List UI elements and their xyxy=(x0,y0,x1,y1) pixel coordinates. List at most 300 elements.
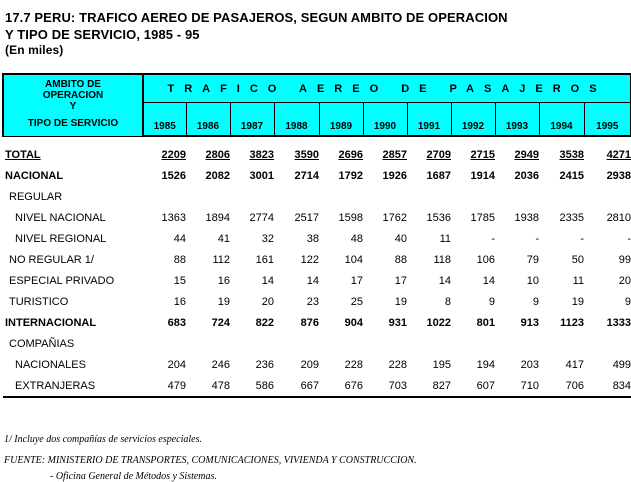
table-cell xyxy=(451,291,495,312)
header-ambito-line2: OPERACION xyxy=(42,90,104,101)
table-cell xyxy=(274,228,319,249)
cell-value: - xyxy=(491,232,495,245)
cell-value: 479 xyxy=(167,379,186,392)
table-cell xyxy=(274,270,319,291)
table-cell xyxy=(363,165,407,186)
table-cell xyxy=(143,333,186,354)
cell-value: 3538 xyxy=(559,148,584,161)
cell-value: 20 xyxy=(618,274,631,287)
cell-value: - xyxy=(627,232,631,245)
table-cell xyxy=(319,312,363,333)
cell-value: 228 xyxy=(388,358,407,371)
cell-value: 1914 xyxy=(470,169,495,182)
table-cell xyxy=(230,249,274,270)
cell-value: 40 xyxy=(394,232,407,245)
table-cell xyxy=(274,375,319,397)
cell-value: 99 xyxy=(618,253,631,266)
table-row xyxy=(3,165,631,186)
title-line-2: Y TIPO DE SERVICIO, 1985 - 95 xyxy=(5,27,200,42)
table-cell xyxy=(186,333,230,354)
row-label-text: NIVEL REGIONAL xyxy=(15,232,107,245)
table-cell xyxy=(319,333,363,354)
table-cell xyxy=(539,270,584,291)
row-label xyxy=(3,354,143,375)
cell-value: 499 xyxy=(612,358,631,371)
table-cell xyxy=(584,312,631,333)
table-title xyxy=(5,9,508,58)
table-cell xyxy=(274,291,319,312)
cell-value: 1687 xyxy=(426,169,451,182)
table-cell xyxy=(539,354,584,375)
table-cell xyxy=(230,165,274,186)
cell-value: 876 xyxy=(300,316,319,329)
year-header: 1994 xyxy=(539,103,584,137)
data-table xyxy=(2,73,631,398)
table-cell xyxy=(407,144,451,165)
table-cell xyxy=(584,228,631,249)
cell-value: 1894 xyxy=(205,211,230,224)
table-cell xyxy=(363,249,407,270)
table-row xyxy=(3,249,631,270)
table-cell xyxy=(143,312,186,333)
table-cell xyxy=(584,144,631,165)
cell-value: 203 xyxy=(520,358,539,371)
cell-value: 11 xyxy=(439,232,451,245)
table-cell xyxy=(407,186,451,207)
table-cell xyxy=(495,249,539,270)
table-cell xyxy=(407,312,451,333)
table-cell xyxy=(495,312,539,333)
year-header: 1995 xyxy=(584,103,631,137)
table-cell xyxy=(407,354,451,375)
cell-value: 2806 xyxy=(205,148,230,161)
table-cell xyxy=(186,354,230,375)
table-cell xyxy=(319,375,363,397)
table-cell xyxy=(363,228,407,249)
cell-value: 246 xyxy=(211,358,230,371)
table-cell xyxy=(407,270,451,291)
year-header: 1990 xyxy=(363,103,407,137)
table-row xyxy=(3,144,631,165)
cell-value: 1123 xyxy=(560,316,584,329)
cell-value: 14 xyxy=(482,274,495,287)
table-cell xyxy=(363,186,407,207)
table-cell xyxy=(539,144,584,165)
table-cell xyxy=(584,186,631,207)
table-cell xyxy=(274,144,319,165)
table-cell xyxy=(319,207,363,228)
table-cell xyxy=(495,165,539,186)
header-ambito-line3: Y xyxy=(69,101,77,112)
cell-value: 23 xyxy=(306,295,319,308)
cell-value: 104 xyxy=(344,253,363,266)
table-cell xyxy=(539,249,584,270)
table-cell xyxy=(319,228,363,249)
table-cell xyxy=(186,165,230,186)
year-header: 1993 xyxy=(495,103,539,137)
table-cell xyxy=(186,186,230,207)
cell-value: 1926 xyxy=(382,169,407,182)
table-row xyxy=(3,270,631,291)
cell-value: 3001 xyxy=(249,169,274,182)
header-group: TRAFICO AEREO DE PASAJEROS xyxy=(143,74,631,103)
row-label-text: ESPECIAL PRIVADO xyxy=(9,274,115,287)
cell-value: 106 xyxy=(476,253,495,266)
cell-value: 38 xyxy=(306,232,319,245)
cell-value: 703 xyxy=(388,379,407,392)
table-cell xyxy=(584,270,631,291)
header-ambito-line4: TIPO DE SERVICIO xyxy=(27,118,119,129)
cell-value: 14 xyxy=(261,274,274,287)
cell-value: 931 xyxy=(388,316,407,329)
table-cell xyxy=(584,249,631,270)
cell-value: 9 xyxy=(488,295,495,308)
table-body xyxy=(3,136,631,397)
table-cell xyxy=(274,333,319,354)
row-label-text: EXTRANJERAS xyxy=(15,379,96,392)
row-label-text: COMPAÑIAS xyxy=(9,337,75,350)
cell-value: 14 xyxy=(306,274,319,287)
table-cell xyxy=(143,249,186,270)
cell-value: 236 xyxy=(255,358,274,371)
year-header: 1985 xyxy=(143,103,186,137)
table-cell xyxy=(451,375,495,397)
table-cell xyxy=(584,333,631,354)
title-line-1: 17.7 PERU: TRAFICO AEREO DE PASAJEROS, SEGUN AMBITO DE OPERACION xyxy=(5,10,508,25)
table-cell xyxy=(230,144,274,165)
cell-value: 710 xyxy=(520,379,539,392)
table-cell xyxy=(319,165,363,186)
table-cell xyxy=(363,207,407,228)
table-cell xyxy=(143,354,186,375)
table-cell xyxy=(584,165,631,186)
row-label-text: TOTAL xyxy=(5,148,41,161)
table-cell xyxy=(186,207,230,228)
cell-value: 2209 xyxy=(161,148,186,161)
table-row xyxy=(3,333,631,354)
cell-value: 1762 xyxy=(382,211,407,224)
table-cell xyxy=(363,375,407,397)
table-cell xyxy=(274,165,319,186)
table-cell xyxy=(319,291,363,312)
cell-value: 724 xyxy=(211,316,230,329)
cell-value: 586 xyxy=(255,379,274,392)
cell-value: 417 xyxy=(565,358,584,371)
row-label xyxy=(3,249,143,270)
cell-value: 2949 xyxy=(514,148,539,161)
table-cell xyxy=(363,333,407,354)
cell-value: 607 xyxy=(476,379,495,392)
row-label-text: NIVEL NACIONAL xyxy=(15,211,106,224)
table-cell xyxy=(230,228,274,249)
table-cell xyxy=(539,291,584,312)
cell-value: 194 xyxy=(476,358,495,371)
cell-value: 88 xyxy=(173,253,186,266)
cell-value: 32 xyxy=(261,232,274,245)
cell-value: 2857 xyxy=(382,148,407,161)
row-label xyxy=(3,228,143,249)
table-row xyxy=(3,228,631,249)
table-cell xyxy=(407,228,451,249)
row-label xyxy=(3,333,143,354)
table-row xyxy=(3,375,631,397)
cell-value: 3823 xyxy=(249,148,274,161)
cell-value: 209 xyxy=(300,358,319,371)
cell-value: 676 xyxy=(344,379,363,392)
row-label-text: INTERNACIONAL xyxy=(5,316,97,329)
table-cell xyxy=(143,228,186,249)
cell-value: 112 xyxy=(212,253,230,266)
table-cell xyxy=(274,354,319,375)
cell-value: 118 xyxy=(433,253,451,266)
cell-value: 2709 xyxy=(426,148,451,161)
row-label xyxy=(3,270,143,291)
cell-value: 801 xyxy=(476,316,495,329)
table-cell xyxy=(407,375,451,397)
table-cell xyxy=(363,354,407,375)
table-cell xyxy=(495,291,539,312)
table-cell xyxy=(363,270,407,291)
table-row xyxy=(3,207,631,228)
cell-value: 1598 xyxy=(338,211,363,224)
cell-value: 2715 xyxy=(470,148,495,161)
table-cell xyxy=(495,333,539,354)
cell-value: 11 xyxy=(572,274,584,287)
cell-value: 706 xyxy=(565,379,584,392)
table-cell xyxy=(186,375,230,397)
table-cell xyxy=(230,207,274,228)
table-cell xyxy=(274,312,319,333)
table-cell xyxy=(539,186,584,207)
table-cell xyxy=(539,312,584,333)
cell-value: 195 xyxy=(432,358,451,371)
cell-value: 15 xyxy=(173,274,186,287)
table-cell xyxy=(539,333,584,354)
cell-value: 16 xyxy=(173,295,186,308)
cell-value: 2774 xyxy=(249,211,274,224)
table-cell xyxy=(186,312,230,333)
table-cell xyxy=(230,354,274,375)
table-cell xyxy=(407,165,451,186)
table-cell xyxy=(319,249,363,270)
cell-value: 16 xyxy=(217,274,230,287)
cell-value: 20 xyxy=(261,295,274,308)
table-cell xyxy=(186,249,230,270)
cell-value: 8 xyxy=(444,295,451,308)
row-label xyxy=(3,144,143,165)
table-cell xyxy=(407,333,451,354)
cell-value: 1792 xyxy=(338,169,363,182)
table-cell xyxy=(319,186,363,207)
cell-value: 1526 xyxy=(161,169,186,182)
table-cell xyxy=(319,270,363,291)
row-label-text: TURISTICO xyxy=(9,295,69,308)
cell-value: 834 xyxy=(612,379,631,392)
row-label xyxy=(3,207,143,228)
row-label xyxy=(3,375,143,397)
row-label xyxy=(3,291,143,312)
table-cell xyxy=(407,291,451,312)
table-cell xyxy=(143,207,186,228)
cell-value: 50 xyxy=(571,253,584,266)
table-row xyxy=(3,291,631,312)
cell-value: 48 xyxy=(350,232,363,245)
row-label-text: NACIONAL xyxy=(5,169,64,182)
source-note: FUENTE: MINISTERIO DE TRANSPORTES, COMUNICACIONES, VIVIENDA Y CONSTRUCCION. xyxy=(4,455,417,466)
table-cell xyxy=(143,375,186,397)
table-cell xyxy=(451,186,495,207)
table-cell xyxy=(230,270,274,291)
table-row xyxy=(3,186,631,207)
table-cell xyxy=(407,207,451,228)
cell-value: - xyxy=(580,232,584,245)
cell-value: 478 xyxy=(211,379,230,392)
cell-value: 2036 xyxy=(514,169,539,182)
cell-value: 1363 xyxy=(161,211,186,224)
table-cell xyxy=(451,207,495,228)
cell-value: 2714 xyxy=(294,169,319,182)
table-cell xyxy=(451,270,495,291)
cell-value: 204 xyxy=(167,358,186,371)
table-row xyxy=(3,312,631,333)
row-label-text: REGULAR xyxy=(9,190,63,203)
cell-value: 9 xyxy=(624,295,631,308)
cell-value: 44 xyxy=(173,232,186,245)
cell-value: 2415 xyxy=(559,169,584,182)
table-cell xyxy=(143,186,186,207)
table-cell xyxy=(230,186,274,207)
cell-value: 25 xyxy=(350,295,363,308)
table-cell xyxy=(539,165,584,186)
table-cell xyxy=(495,375,539,397)
year-header: 1989 xyxy=(319,103,363,137)
table-cell xyxy=(274,186,319,207)
cell-value: 3590 xyxy=(294,148,319,161)
table-cell xyxy=(230,375,274,397)
table-cell xyxy=(363,291,407,312)
table-cell xyxy=(495,144,539,165)
table-cell xyxy=(186,270,230,291)
row-label xyxy=(3,165,143,186)
row-label xyxy=(3,312,143,333)
source-note-2: - Oficina General de Métodos y Sistemas. xyxy=(50,471,217,482)
table-cell xyxy=(451,354,495,375)
table-cell xyxy=(584,375,631,397)
cell-value: 1938 xyxy=(514,211,539,224)
table-cell xyxy=(143,144,186,165)
cell-value: 913 xyxy=(520,316,539,329)
table-cell xyxy=(186,228,230,249)
year-header: 1988 xyxy=(274,103,319,137)
table-cell xyxy=(539,228,584,249)
table-cell xyxy=(186,291,230,312)
row-label-text: NO REGULAR 1/ xyxy=(9,253,94,266)
cell-value: 19 xyxy=(571,295,584,308)
table-cell xyxy=(143,270,186,291)
table-cell xyxy=(539,375,584,397)
table-cell xyxy=(539,207,584,228)
cell-value: - xyxy=(535,232,539,245)
table-cell xyxy=(451,312,495,333)
cell-value: 1022 xyxy=(426,316,451,329)
cell-value: 1785 xyxy=(470,211,495,224)
cell-value: 88 xyxy=(394,253,407,266)
table-cell xyxy=(495,207,539,228)
table-cell xyxy=(186,144,230,165)
cell-value: 19 xyxy=(394,295,407,308)
table-cell xyxy=(319,354,363,375)
cell-value: 79 xyxy=(526,253,539,266)
table-cell xyxy=(319,144,363,165)
table-cell xyxy=(143,165,186,186)
cell-value: 683 xyxy=(167,316,186,329)
header-ambito-line1: AMBITO DE xyxy=(45,79,101,90)
table-cell xyxy=(495,228,539,249)
table-cell xyxy=(584,291,631,312)
header-ambito xyxy=(3,74,143,136)
cell-value: 4271 xyxy=(606,148,631,161)
year-header: 1987 xyxy=(230,103,274,137)
table-cell xyxy=(230,333,274,354)
cell-value: 827 xyxy=(432,379,451,392)
cell-value: 161 xyxy=(255,253,274,266)
title-unit: (En miles) xyxy=(5,43,64,57)
cell-value: 2938 xyxy=(606,169,631,182)
table-cell xyxy=(495,270,539,291)
row-label xyxy=(3,186,143,207)
cell-value: 41 xyxy=(217,232,230,245)
table-cell xyxy=(363,144,407,165)
cell-value: 2696 xyxy=(338,148,363,161)
table-cell xyxy=(363,312,407,333)
table-cell xyxy=(230,291,274,312)
cell-value: 2517 xyxy=(294,211,319,224)
cell-value: 2335 xyxy=(559,211,584,224)
cell-value: 122 xyxy=(300,253,319,266)
table-cell xyxy=(584,354,631,375)
table-cell xyxy=(143,291,186,312)
row-label-text: NACIONALES xyxy=(15,358,86,371)
table-cell xyxy=(451,165,495,186)
table-cell xyxy=(274,207,319,228)
year-header: 1992 xyxy=(451,103,495,137)
table-cell xyxy=(495,354,539,375)
table-cell xyxy=(230,312,274,333)
table-cell xyxy=(451,249,495,270)
cell-value: 228 xyxy=(344,358,363,371)
cell-value: 2082 xyxy=(205,169,230,182)
table-cell xyxy=(451,333,495,354)
table-cell xyxy=(407,249,451,270)
cell-value: 904 xyxy=(344,316,363,329)
cell-value: 667 xyxy=(300,379,319,392)
table-cell xyxy=(495,186,539,207)
cell-value: 19 xyxy=(217,295,230,308)
cell-value: 1333 xyxy=(606,316,631,329)
cell-value: 9 xyxy=(532,295,539,308)
cell-value: 17 xyxy=(394,274,407,287)
table-cell xyxy=(584,207,631,228)
year-header: 1986 xyxy=(186,103,230,137)
cell-value: 2810 xyxy=(606,211,631,224)
table-cell xyxy=(274,249,319,270)
year-header: 1991 xyxy=(407,103,451,137)
cell-value: 17 xyxy=(350,274,363,287)
cell-value: 822 xyxy=(255,316,274,329)
table-cell xyxy=(451,144,495,165)
cell-value: 14 xyxy=(438,274,451,287)
cell-value: 1536 xyxy=(426,211,451,224)
